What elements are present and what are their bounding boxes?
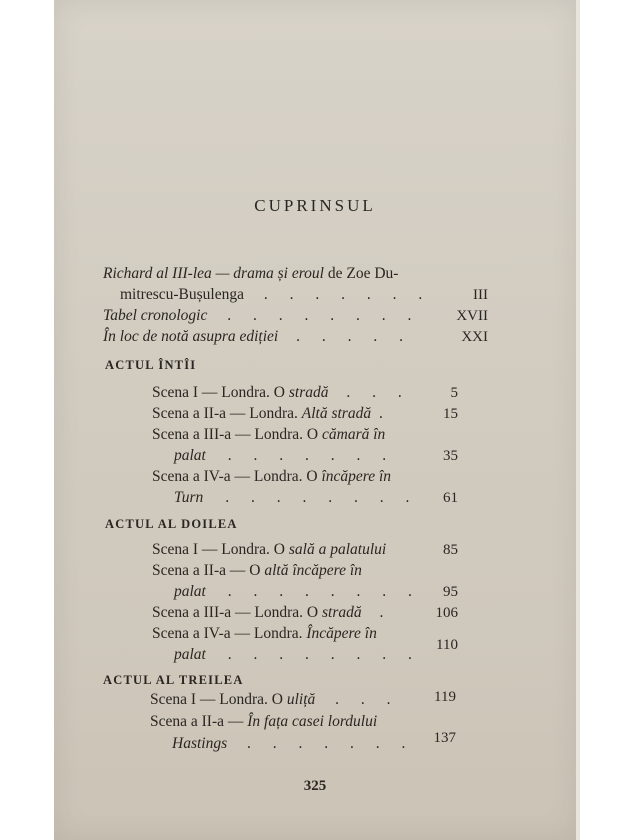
toc-leader-dots: . . . . . . . . — [227, 307, 421, 324]
toc-entry-scene-cont — [174, 582, 421, 602]
toc-page-number: 137 — [433, 730, 456, 746]
toc-entry-scene — [150, 712, 377, 732]
toc-leader-dots: . . . — [346, 384, 411, 401]
toc-entry-scene-cont — [174, 488, 418, 508]
toc-entry-scene — [150, 690, 400, 710]
toc-leader-dots: . . . . . . . . — [225, 489, 419, 506]
page-edge — [576, 0, 580, 840]
toc-entry-scene — [152, 383, 411, 403]
scene-location: cămară în — [322, 426, 386, 443]
toc-page-number: 85 — [443, 542, 458, 558]
toc-entry-scene — [152, 540, 386, 560]
scene-location: palat — [174, 646, 206, 663]
toc-entry-scene — [152, 561, 362, 581]
toc-page-number: 106 — [435, 605, 458, 621]
toc-entry-richard-author: de Zoe Du- — [324, 265, 399, 282]
scene-label: Scena a III-a — Londra. O — [152, 426, 322, 443]
toc-leader-dots: . . . . . . . — [247, 735, 415, 752]
scene-label: Scena I — Londra. O — [150, 691, 287, 708]
toc-leader-dots: . . . . . . . . — [227, 583, 421, 600]
scene-location: Hastings — [172, 735, 228, 752]
toc-leader-dots: . . . . . — [296, 328, 412, 345]
act-heading: ACTUL AL TREILEA — [103, 673, 244, 687]
scene-location: În fața casei lordului — [247, 713, 378, 730]
act-heading: ACTUL ÎNTÎI — [105, 358, 197, 372]
page-title: CUPRINSUL — [254, 196, 376, 215]
toc-page-number: 119 — [434, 689, 456, 705]
toc-leader-dots: . — [379, 604, 393, 621]
toc-page-number: 110 — [436, 637, 458, 653]
scene-label: Scena a III-a — Londra. O — [152, 604, 322, 621]
toc-entry-richard-title: Richard al III-lea — drama și eroul — [103, 265, 324, 282]
scene-label: Scena a II-a — Londra. — [152, 405, 302, 422]
page-folio-number: 325 — [303, 778, 327, 794]
toc-entry-scene-cont — [172, 734, 414, 754]
toc-page-number: 95 — [443, 584, 458, 600]
scene-location: Turn — [174, 489, 204, 506]
toc-page-number: 5 — [450, 385, 458, 401]
toc-entry-scene — [152, 624, 377, 644]
scene-location: stradă — [322, 604, 362, 621]
scene-location: încăpere în — [321, 468, 392, 485]
scene-label: Scena a II-a — O — [152, 562, 265, 579]
toc-entry-richard-line2 — [120, 285, 431, 305]
toc-leader-dots: . . . — [335, 691, 400, 708]
toc-leader-dots: . . . . . . . . — [227, 646, 421, 663]
toc-entry-tabel-title: Tabel cronologic — [103, 307, 208, 324]
toc-page-number: III — [473, 287, 488, 303]
scene-location: Încăpere în — [306, 625, 377, 642]
toc-leader-dots: . . . . . . . — [227, 447, 396, 464]
scene-location: uliță — [286, 691, 316, 708]
scene-label: Scena I — Londra. O — [152, 541, 289, 558]
act-heading: ACTUL AL DOILEA — [105, 517, 238, 531]
toc-entry-richard-author-cont: mitrescu-Bușulenga — [120, 286, 244, 303]
scene-label: Scena a II-a — — [150, 713, 248, 730]
toc-entry-scene — [152, 467, 391, 487]
toc-entry-scene-cont — [174, 645, 421, 665]
toc-entry-nota-title: În loc de notă asupra ediției — [103, 328, 279, 345]
scene-label: Scena I — Londra. O — [152, 384, 289, 401]
toc-entry-scene-cont — [174, 446, 395, 466]
toc-entry-scene — [152, 603, 392, 623]
toc-entry-scene — [152, 404, 392, 424]
toc-leader-dots: . — [378, 405, 392, 422]
toc-page-number: XXI — [461, 329, 488, 345]
scene-location: altă încăpere în — [264, 562, 362, 579]
toc-entry-tabel — [103, 306, 420, 326]
scene-location: palat — [174, 447, 206, 464]
toc-page-number: 35 — [443, 448, 458, 464]
scene-label: Scena a IV-a — Londra. — [152, 625, 307, 642]
scene-label: Scena a IV-a — Londra. O — [152, 468, 322, 485]
toc-leader-dots: . . . . . . . — [263, 286, 432, 303]
toc-entry-richard-line1 — [103, 264, 398, 284]
scene-location: palat — [174, 583, 206, 600]
toc-entry-scene — [152, 425, 385, 445]
scene-location: Altă stradă — [301, 405, 372, 422]
toc-page-number: 15 — [443, 406, 458, 422]
toc-page-number: XVII — [456, 308, 488, 324]
toc-page-number: 61 — [443, 490, 458, 506]
scene-location: stradă — [288, 384, 329, 401]
toc-entry-nota — [103, 327, 412, 347]
scene-location: sală a palatului — [288, 541, 387, 558]
